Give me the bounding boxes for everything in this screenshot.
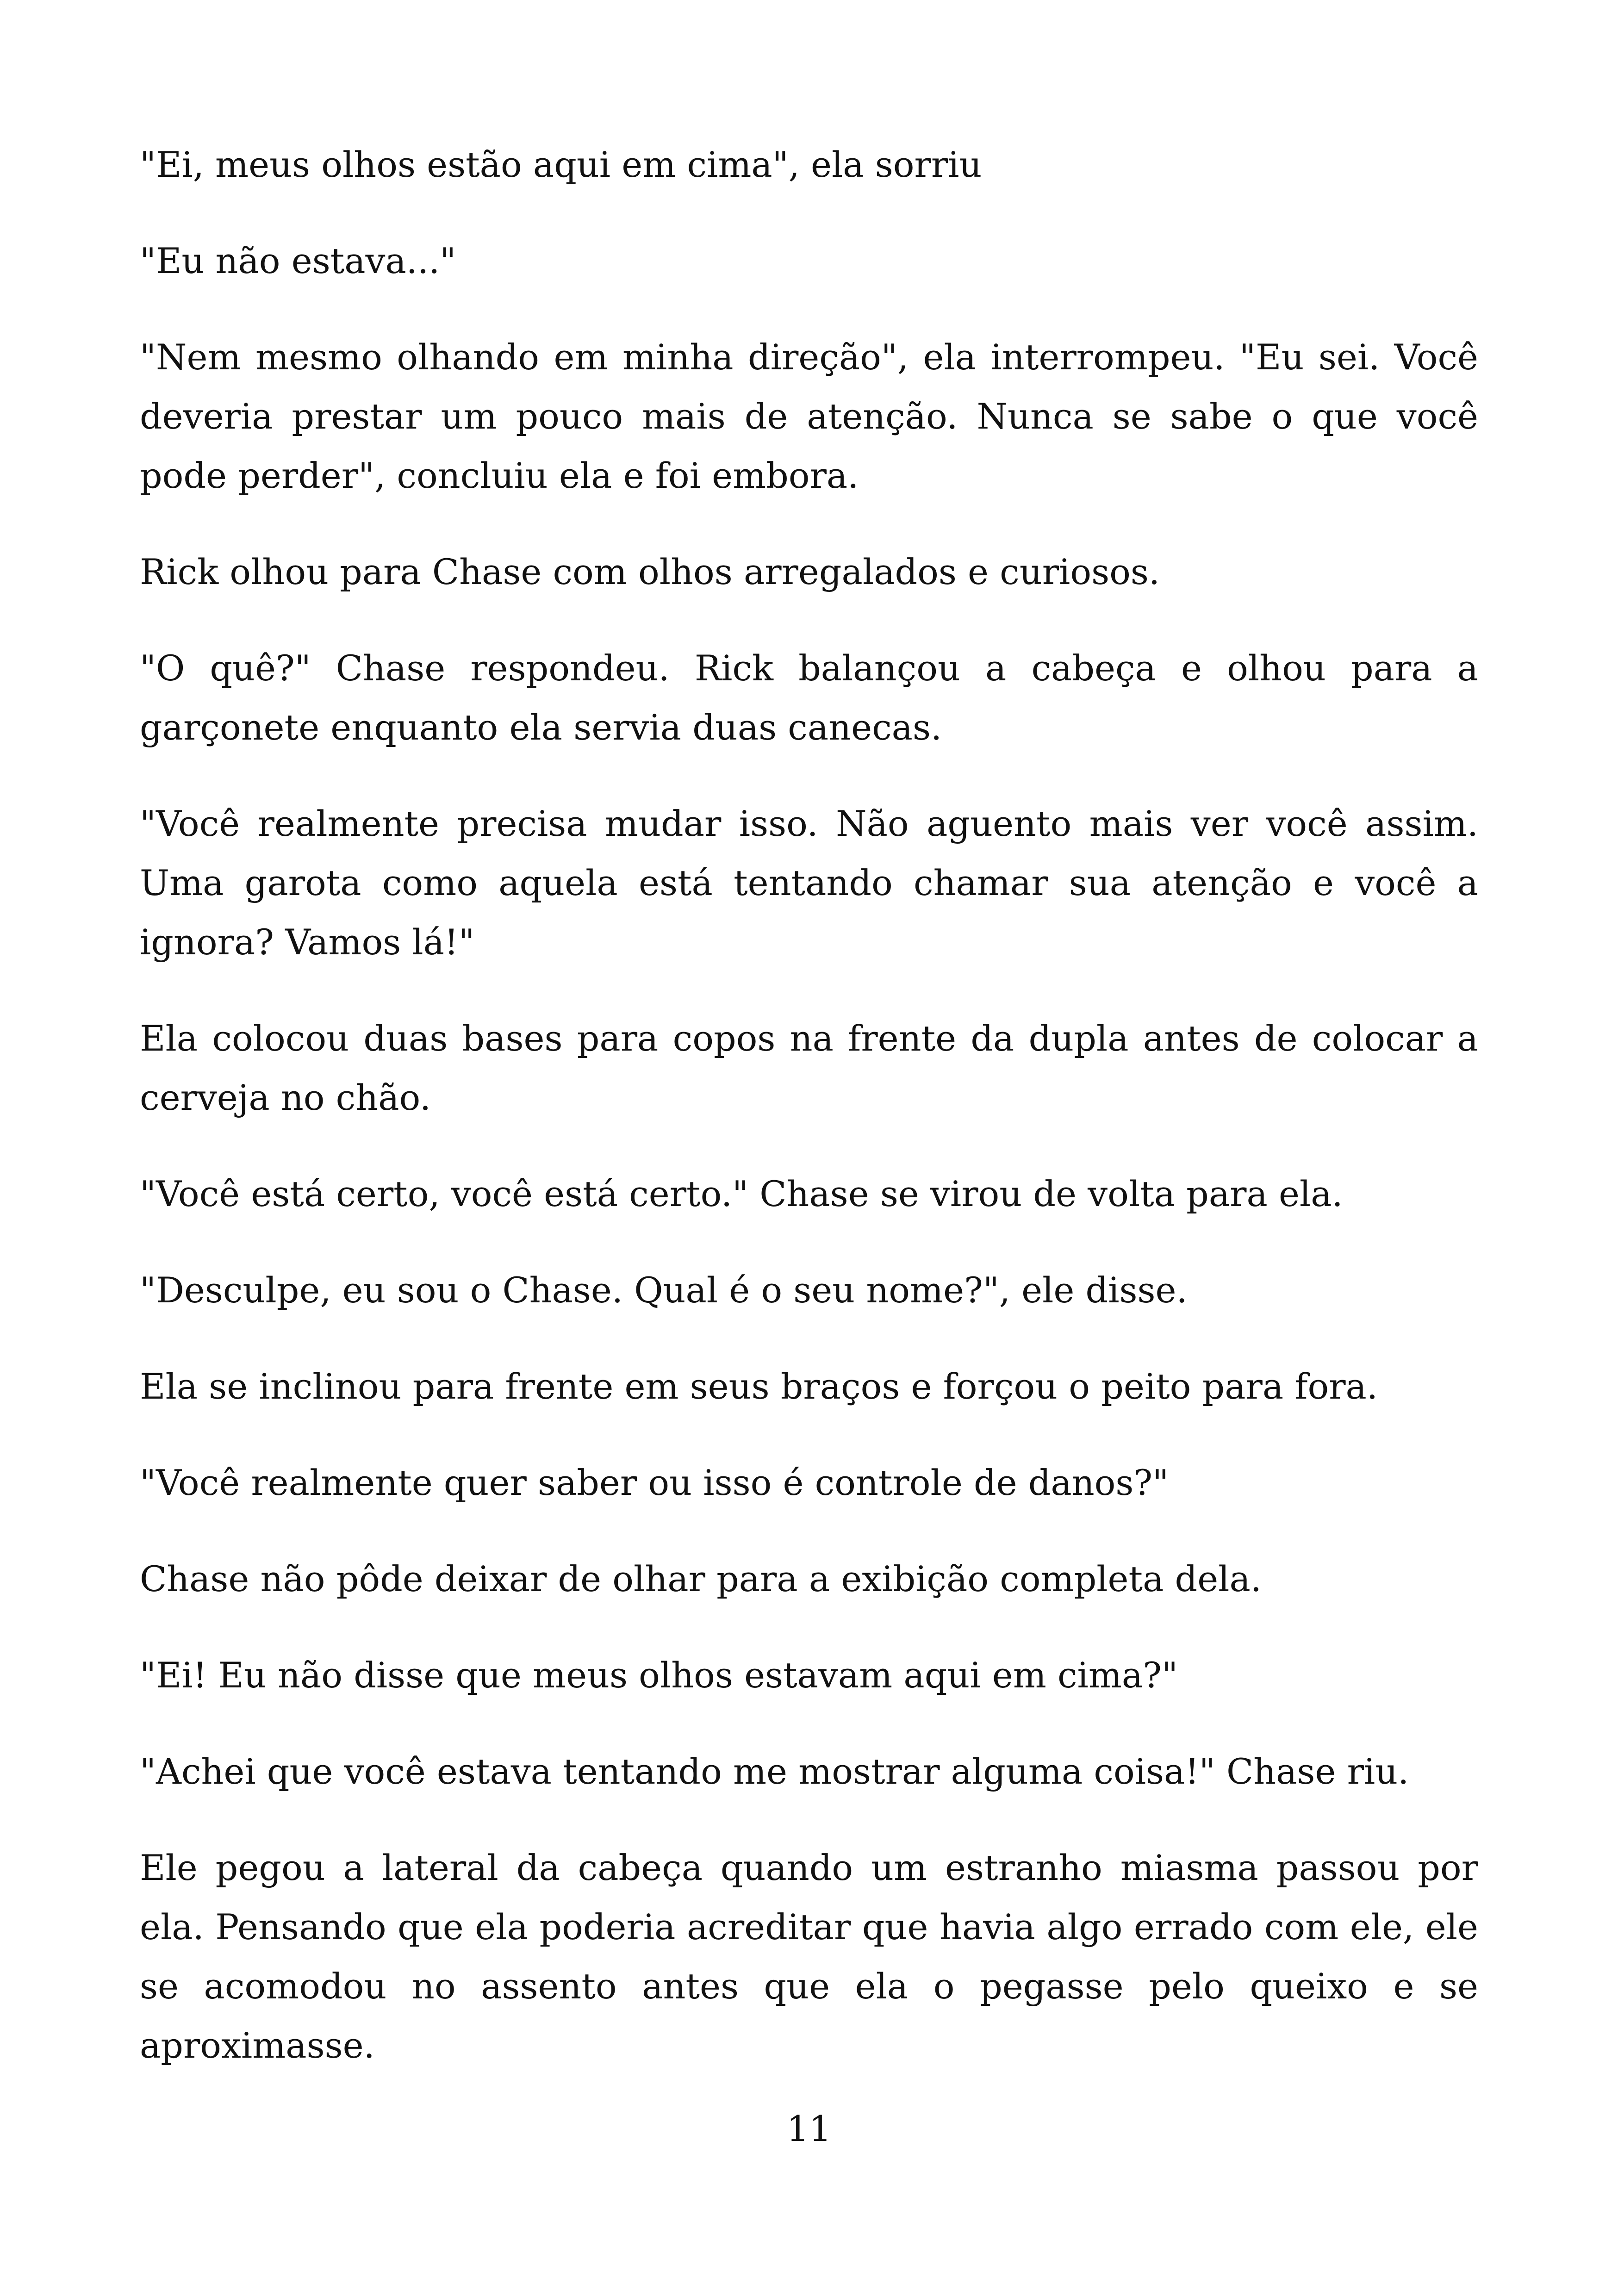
paragraph-3: "Nem mesmo olhando em minha direção", ela interrompeu. "Eu sei. Você deveria prestar um pouco mais de atenção. Nunca se sabe o que você pode perder", concluiu ela e foi embora. (140, 336, 1478, 496)
paragraph-13: "Ei! Eu não disse que meus olhos estavam aqui em cima?" (140, 1655, 1178, 1696)
paragraph-4: Rick olhou para Chase com olhos arregalados e curiosos. (140, 551, 1160, 592)
paragraph-6: "Você realmente precisa mudar isso. Não aguento mais ver você assim. Uma garota como aquela está tentando chamar sua atenção e você a ignora? Vamos lá!" (140, 803, 1478, 963)
paragraph-14: "Achei que você estava tentando me mostrar alguma coisa!" Chase riu. (140, 1751, 1409, 1792)
paragraph-15: Ele pegou a lateral da cabeça quando um estranho miasma passou por ela. Pensando que ela poderia acreditar que havia algo errado com ele, ele se acomodou no assento antes que ela o pegasse pelo queixo e se aproximasse. (140, 1847, 1478, 2066)
page-number: 11 (786, 2108, 832, 2149)
body-text (140, 135, 1478, 2112)
paragraph-8: "Você está certo, você está certo." Chase se virou de volta para ela. (140, 1173, 1343, 1214)
paragraph-1: "Ei, meus olhos estão aqui em cima", ela sorriu (140, 144, 982, 185)
paragraph-10: Ela se inclinou para frente em seus braços e forçou o peito para fora. (140, 1366, 1378, 1407)
paragraph-2: "Eu não estava..." (140, 240, 456, 281)
paragraph-9: "Desculpe, eu sou o Chase. Qual é o seu nome?", ele disse. (140, 1269, 1188, 1311)
paragraph-12: Chase não pôde deixar de olhar para a exibição completa dela. (140, 1558, 1262, 1599)
paragraph-7: Ela colocou duas bases para copos na frente da dupla antes de colocar a cerveja no chão. (140, 1018, 1478, 1118)
paragraph-5: "O quê?" Chase respondeu. Rick balançou a cabeça e olhou para a garçonete enquanto ela servia duas canecas. (140, 647, 1478, 748)
paragraph-11: "Você realmente quer saber ou isso é controle de danos?" (140, 1462, 1169, 1503)
